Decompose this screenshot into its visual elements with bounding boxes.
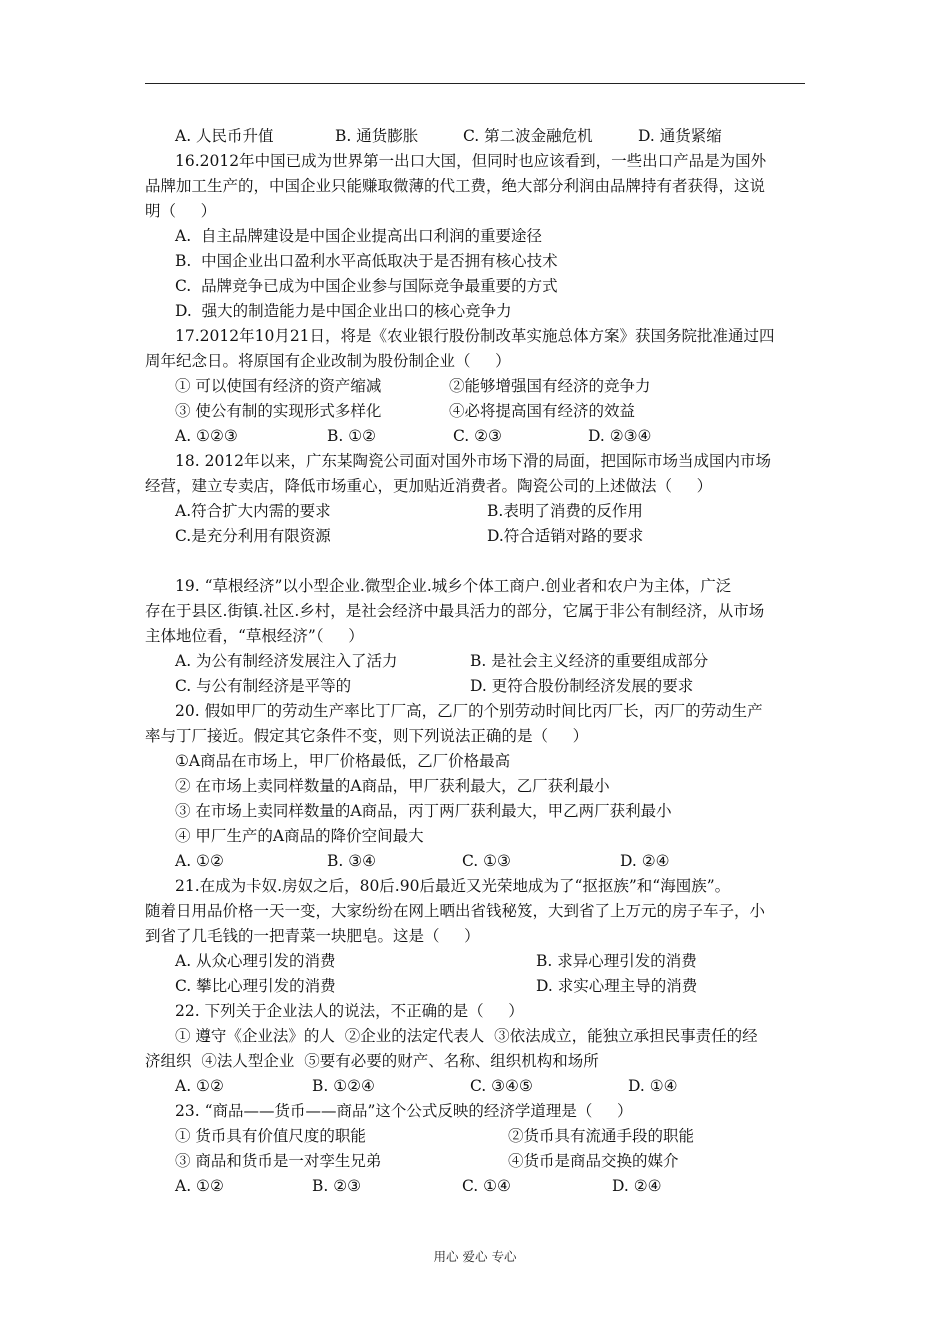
text-line: 16.2012年中国已成为世界第一出口大国，但同时也应该看到，一些出口产品是为国外: [175, 152, 767, 170]
text-line: C. ①④: [462, 1177, 511, 1195]
text-line: 品牌加工生产的，中国企业只能赚取微薄的代工费，绝大部分利润由品牌持有者获得，这说: [145, 177, 766, 195]
text-line: D. ②③④: [588, 427, 652, 445]
text-line: ① 货币具有价值尺度的职能: [175, 1127, 366, 1145]
text-line: 明（ ）: [145, 202, 217, 220]
text-line: 19. “草根经济”以小型企业.微型企业.城乡个体工商户.创业者和农户为主体，广泛: [175, 577, 732, 595]
text-line: C. ③④⑤: [470, 1077, 533, 1095]
text-line: C. 攀比心理引发的消费: [175, 977, 336, 995]
text-line: ①A商品在市场上，甲厂价格最低，乙厂价格最高: [175, 752, 511, 770]
text-line: D. 通货紧缩: [638, 127, 722, 145]
text-line: C. 第二波金融危机: [463, 127, 593, 145]
text-line: D. ①④: [628, 1077, 678, 1095]
text-line: 主体地位看，“草根经济”（ ）: [145, 627, 364, 645]
text-line: B. 中国企业出口盈利水平高低取决于是否拥有核心技术: [175, 252, 558, 270]
page-footer: 用心 爱心 专心: [433, 1249, 517, 1264]
text-line: ②货币具有流通手段的职能: [508, 1127, 695, 1145]
text-line: C. 品牌竞争已成为中国企业参与国际竞争最重要的方式: [175, 277, 558, 295]
text-line: 随着日用品价格一天一变，大家纷纷在网上晒出省钱秘笈，大到省了上万元的房子车子，小: [145, 902, 766, 920]
text-line: B. ③④: [327, 852, 377, 870]
text-line: ④货币是商品交换的媒介: [508, 1152, 679, 1170]
text-line: B. ②③: [312, 1177, 362, 1195]
text-line: B. 是社会主义经济的重要组成部分: [470, 652, 709, 670]
text-line: 济组织 ④法人型企业 ⑤要有必要的财产、名称、组织机构和场所: [145, 1052, 599, 1070]
text-line: D. ②④: [620, 852, 670, 870]
text-line: C. ①③: [462, 852, 511, 870]
text-line: ③ 商品和货币是一对孪生兄弟: [175, 1152, 382, 1170]
text-line: ④ 甲厂生产的A商品的降价空间最大: [175, 827, 424, 845]
text-line: A. ①②: [175, 1177, 224, 1195]
text-line: A. ①②: [175, 1077, 224, 1095]
text-line: 23. “商品——货币——商品”这个公式反映的经济学道理是（ ）: [175, 1102, 633, 1120]
text-line: C. ②③: [453, 427, 502, 445]
text-line: 经营，建立专卖店，降低市场重心，更加贴近消费者。陶瓷公司的上述做法（ ）: [145, 477, 713, 495]
text-line: D. 更符合股份制经济发展的要求: [470, 677, 694, 695]
text-line: ②能够增强国有经济的竞争力: [449, 377, 651, 395]
text-line: A.符合扩大内需的要求: [175, 502, 331, 520]
text-line: A. 人民币升值: [175, 127, 274, 145]
text-line: 率与丁厂接近。假定其它条件不变，则下列说法正确的是（ ）: [145, 727, 589, 745]
text-line: C.是充分利用有限资源: [175, 527, 331, 545]
text-line: 到省了几毛钱的一把青菜一块肥皂。这是（ ）: [145, 927, 480, 945]
text-line: B. ①②: [327, 427, 377, 445]
text-line: A. ①②: [175, 852, 224, 870]
text-line: 20. 假如甲厂的劳动生产率比丁厂高，乙厂的个别劳动时间比丙厂长，丙厂的劳动生产: [175, 702, 763, 720]
text-line: B.表明了消费的反作用: [487, 502, 643, 520]
text-line: 21.在成为卡奴.房奴之后，80后.90后最近又光荣地成为了“抠抠族”和“海囤族”。: [175, 877, 731, 895]
text-line: A. 从众心理引发的消费: [175, 952, 336, 970]
text-line: B. ①②④: [312, 1077, 375, 1095]
text-line: B. 求异心理引发的消费: [536, 952, 697, 970]
text-line: A. 为公有制经济发展注入了活力: [175, 652, 398, 670]
text-line: ② 在市场上卖同样数量的A商品，甲厂获利最大，乙厂获利最小: [175, 777, 610, 795]
text-line: ③ 在市场上卖同样数量的A商品，丙丁两厂获利最大，甲乙两厂获利最小: [175, 802, 672, 820]
text-line: 22. 下列关于企业法人的说法，不正确的是（ ）: [175, 1002, 524, 1020]
text-line: A. 自主品牌建设是中国企业提高出口利润的重要途径: [175, 227, 542, 245]
text-line: A. ①②③: [175, 427, 238, 445]
text-line: ① 可以使国有经济的资产缩减: [175, 377, 382, 395]
text-line: ④必将提高国有经济的效益: [449, 402, 636, 420]
text-line: D. 强大的制造能力是中国企业出口的核心竞争力: [175, 302, 512, 320]
text-line: D. 求实心理主导的消费: [536, 977, 698, 995]
text-line: 周年纪念日。将原国有企业改制为股份制企业（ ）: [145, 352, 511, 370]
text-line: D. ②④: [612, 1177, 662, 1195]
text-line: 18. 2012年以来，广东某陶瓷公司面对国外市场下滑的局面，把国际市场当成国内市场: [175, 452, 772, 470]
text-line: C. 与公有制经济是平等的: [175, 677, 352, 695]
text-line: B. 通货膨胀: [335, 127, 419, 145]
text-line: 17.2012年10月21日，将是《农业银行股份制改革实施总体方案》获国务院批准通过四: [175, 327, 775, 345]
text-line: D.符合适销对路的要求: [487, 527, 644, 545]
text-line: 存在于县区.街镇.社区.乡村，是社会经济中最具活力的部分，它属于非公有制经济，从市场: [145, 602, 765, 620]
text-line: ③ 使公有制的实现形式多样化: [175, 402, 382, 420]
text-line: ① 遵守《企业法》的人 ②企业的法定代表人 ③依法成立，能独立承担民事责任的经: [175, 1027, 758, 1045]
header-rule: [145, 83, 805, 84]
